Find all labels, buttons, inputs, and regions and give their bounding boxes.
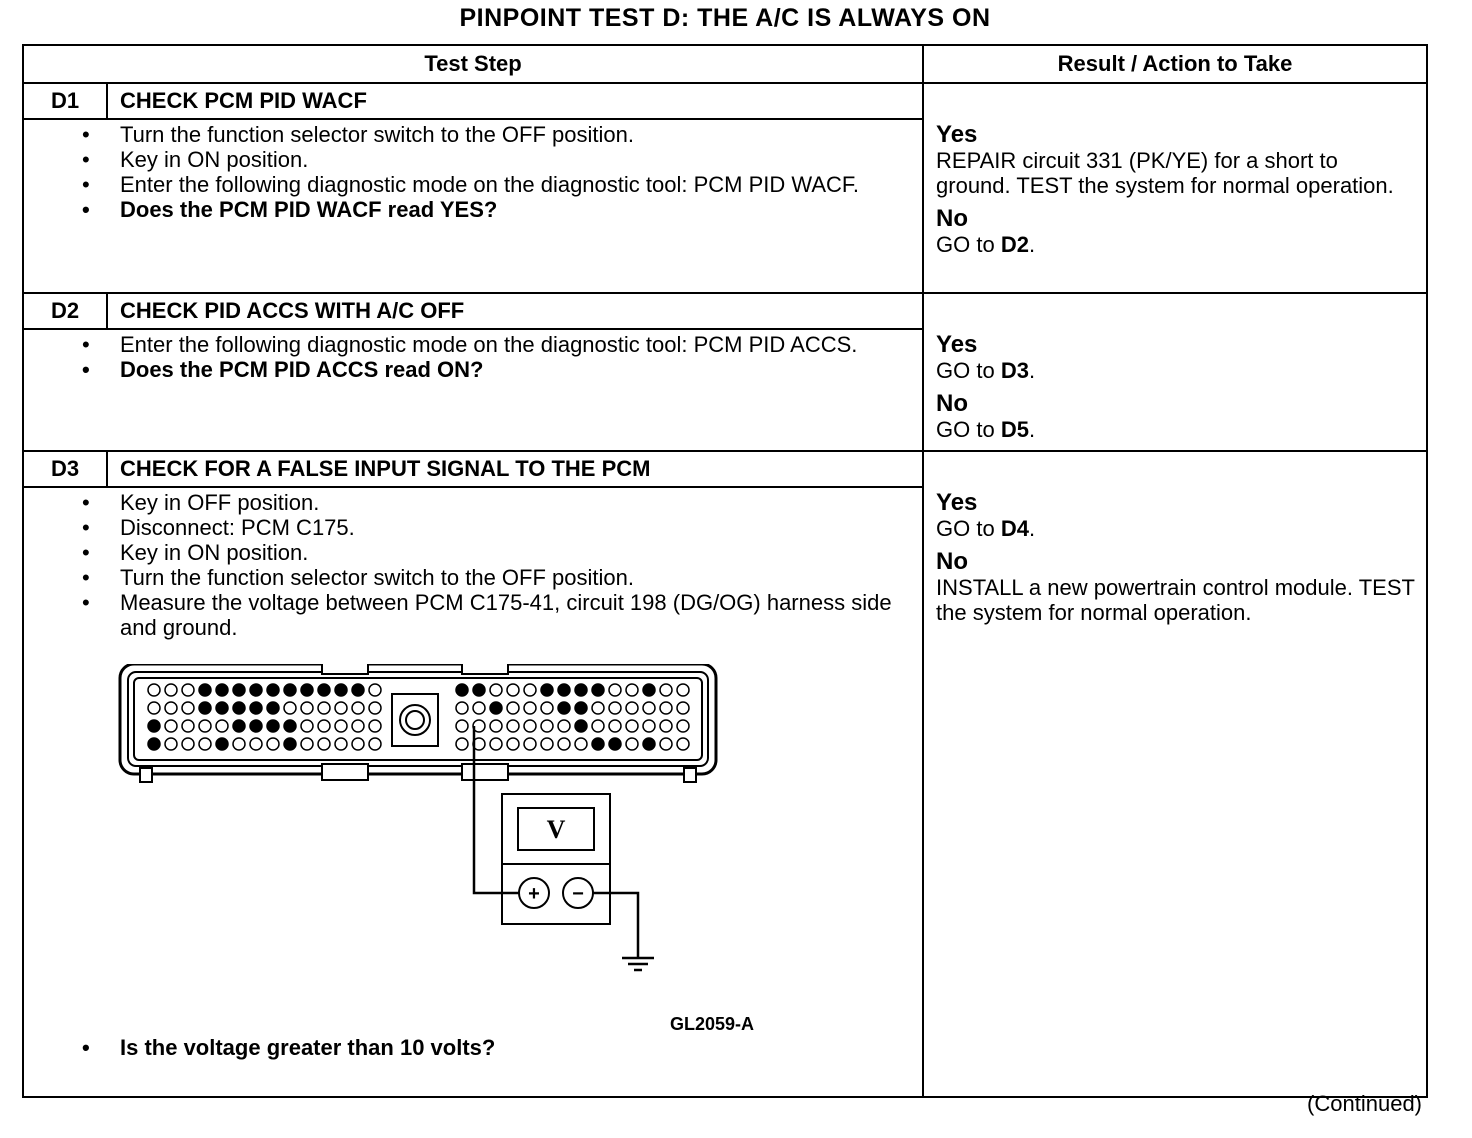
connector-pin [626, 720, 638, 732]
connector-pin [369, 738, 381, 750]
connector-pin [233, 738, 245, 750]
connector-pin [335, 720, 347, 732]
connector-pin [182, 738, 194, 750]
voltmeter-symbol: V [546, 815, 566, 844]
step-reference: D3 [1000, 358, 1029, 383]
connector-pin [490, 702, 502, 714]
bullet-item: • Key in ON position. [120, 147, 892, 172]
connector-pin [250, 738, 262, 750]
connector-pin [233, 702, 245, 714]
connector-pin [660, 738, 672, 750]
connector-pin [284, 684, 296, 696]
connector-pin [148, 738, 160, 750]
connector-pin [318, 684, 330, 696]
bullet-item: • Key in OFF position. [120, 490, 892, 515]
step-reference: D5 [1000, 417, 1029, 442]
figure-code: GL2059-A [669, 1014, 754, 1034]
step-d1-body [23, 119, 923, 293]
connector-pin [575, 702, 587, 714]
connector-pin [507, 720, 519, 732]
connector-pin [473, 684, 485, 696]
step-id: D2 [23, 293, 107, 329]
connector-pin [558, 738, 570, 750]
no-text: GO to D5. [936, 417, 1036, 442]
connector-pin [507, 684, 519, 696]
yes-label: Yes [936, 121, 978, 148]
step-d3-title-row [23, 451, 1427, 487]
no-label: No [936, 390, 969, 417]
connector-pin [541, 684, 553, 696]
bullet-question: • Does the PCM PID WACF read YES? [120, 197, 892, 222]
step-d2-title-row [23, 293, 1427, 329]
connector-pin [369, 702, 381, 714]
plus-terminal-label: + [528, 883, 540, 905]
connector-pin [352, 720, 364, 732]
connector-pin [148, 702, 160, 714]
connector-pin [301, 702, 313, 714]
bullet-item: • Measure the voltage between PCM C175-41, circuit 198 (DG/OG) harness side and ground. [120, 590, 892, 640]
connector-pin [609, 684, 621, 696]
connector-pin [250, 720, 262, 732]
connector-pin [165, 720, 177, 732]
bullet-item: • Turn the function selector switch to the OFF position. [120, 565, 892, 590]
connector-pin [318, 738, 330, 750]
connector-pin [216, 738, 228, 750]
connector-pin [456, 720, 468, 732]
connector-pin [643, 738, 655, 750]
yes-label: Yes [936, 331, 978, 358]
step-d1-title-row [23, 83, 1427, 119]
connector-pin [284, 738, 296, 750]
connector-pin [250, 702, 262, 714]
connector-pin [182, 702, 194, 714]
connector-pin [592, 684, 604, 696]
no-label: No [936, 205, 969, 232]
connector-pin [301, 684, 313, 696]
step-id: D3 [23, 451, 107, 487]
connector-pin [541, 738, 553, 750]
bullet-question: • Is the voltage greater than 10 volts? [120, 1035, 892, 1060]
connector-pin [609, 738, 621, 750]
connector-pin [352, 738, 364, 750]
connector-pin [575, 738, 587, 750]
header-result: Result / Action to Take [923, 45, 1427, 83]
connector-pin [267, 720, 279, 732]
connector-pin [267, 738, 279, 750]
connector-pin [677, 738, 689, 750]
connector-pin [592, 738, 604, 750]
page-title: PINPOINT TEST D: THE A/C IS ALWAYS ON [459, 4, 991, 32]
connector-pin [626, 702, 638, 714]
connector-pin [369, 720, 381, 732]
pcm-connector-voltmeter-diagram [110, 664, 730, 1014]
connector-pin [490, 720, 502, 732]
connector-pin [335, 738, 347, 750]
connector-pin [456, 702, 468, 714]
connector-pin [643, 702, 655, 714]
connector-pin [524, 684, 536, 696]
connector-pin [352, 702, 364, 714]
connector-pin [199, 702, 211, 714]
connector-pin [626, 684, 638, 696]
voltmeter [502, 794, 610, 924]
step-d2-body [23, 329, 923, 451]
connector-pin [301, 738, 313, 750]
connector-pin [216, 702, 228, 714]
step-d3-body [23, 487, 923, 1097]
connector-pin [541, 720, 553, 732]
connector-pin [541, 702, 553, 714]
connector-pin [199, 738, 211, 750]
step-reference: D2 [1000, 232, 1029, 257]
no-text: GO to D2. [936, 232, 1036, 257]
connector-pin [677, 684, 689, 696]
connector-pin [490, 738, 502, 750]
connector-pin [267, 684, 279, 696]
step-title: CHECK PID ACCS WITH A/C OFF [107, 293, 923, 329]
connector-pin [284, 720, 296, 732]
connector-pin [507, 738, 519, 750]
yes-text: REPAIR circuit 331 (PK/YE) for a short to ground. TEST the system for normal operation. [936, 148, 1394, 198]
step-d1-result [923, 83, 1427, 293]
connector-pin [182, 684, 194, 696]
bullet-item: • Key in ON position. [120, 540, 892, 565]
connector-pin [507, 702, 519, 714]
connector-pin [677, 720, 689, 732]
connector-pin [660, 702, 672, 714]
step-d2-result [923, 293, 1427, 451]
connector-pin [148, 720, 160, 732]
connector-pin [352, 684, 364, 696]
connector-pin [456, 684, 468, 696]
step-id: D1 [23, 83, 107, 119]
continued-note: (Continued) [1307, 1091, 1422, 1116]
header-test-step: Test Step [23, 45, 923, 83]
yes-label: Yes [936, 489, 978, 516]
connector-pin [473, 702, 485, 714]
connector-pin [524, 720, 536, 732]
minus-terminal-label: − [572, 883, 584, 905]
pinpoint-test-table [22, 44, 1428, 1098]
step-title: CHECK FOR A FALSE INPUT SIGNAL TO THE PCM [107, 451, 923, 487]
connector-pin [199, 684, 211, 696]
ground-symbol [622, 958, 654, 970]
connector-pin [609, 702, 621, 714]
connector-pin [558, 702, 570, 714]
connector-pin [524, 738, 536, 750]
connector-pin [677, 702, 689, 714]
connector-pin [267, 702, 279, 714]
connector-pin [609, 720, 621, 732]
connector-pin [335, 684, 347, 696]
no-text: INSTALL a new powertrain control module. TEST the system for normal operation. [936, 575, 1415, 625]
connector-pin [301, 720, 313, 732]
connector-pin [575, 684, 587, 696]
connector-pin [199, 720, 211, 732]
connector-pin [660, 684, 672, 696]
connector-pin [318, 720, 330, 732]
connector-pin [148, 684, 160, 696]
connector-pin [575, 720, 587, 732]
bullet-item: • Enter the following diagnostic mode on the diagnostic tool: PCM PID WACF. [120, 172, 892, 197]
connector-pin [456, 738, 468, 750]
connector-pin [165, 738, 177, 750]
yes-text: GO to D3. [936, 358, 1036, 383]
connector-pin [369, 684, 381, 696]
bullet-item: • Turn the function selector switch to the OFF position. [120, 122, 892, 147]
connector-pin [165, 684, 177, 696]
connector-pin [233, 720, 245, 732]
no-label: No [936, 548, 969, 575]
connector-pin [284, 702, 296, 714]
step-reference: D4 [1000, 516, 1029, 541]
connector-pin [165, 702, 177, 714]
connector-pin [643, 720, 655, 732]
connector-pin [660, 720, 672, 732]
table-header-row [23, 45, 1427, 83]
connector-pin [250, 684, 262, 696]
connector-pin [592, 702, 604, 714]
bullet-item: • Enter the following diagnostic mode on the diagnostic tool: PCM PID ACCS. [120, 332, 892, 357]
connector-pin [182, 720, 194, 732]
step-title: CHECK PCM PID WACF [107, 83, 923, 119]
connector-pin [233, 684, 245, 696]
bullet-question: • Does the PCM PID ACCS read ON? [120, 357, 892, 382]
connector-pin [490, 684, 502, 696]
connector-pin [335, 702, 347, 714]
connector-pin [592, 720, 604, 732]
connector-pin [524, 702, 536, 714]
connector-pin [558, 720, 570, 732]
connector-pin [216, 720, 228, 732]
connector-pin [558, 684, 570, 696]
connector-pin [643, 684, 655, 696]
yes-text: GO to D4. [936, 516, 1036, 541]
connector-pin [626, 738, 638, 750]
connector-pin [216, 684, 228, 696]
connector-pin [318, 702, 330, 714]
bullet-item: • Disconnect: PCM C175. [120, 515, 892, 540]
step-d3-result [923, 451, 1427, 1097]
